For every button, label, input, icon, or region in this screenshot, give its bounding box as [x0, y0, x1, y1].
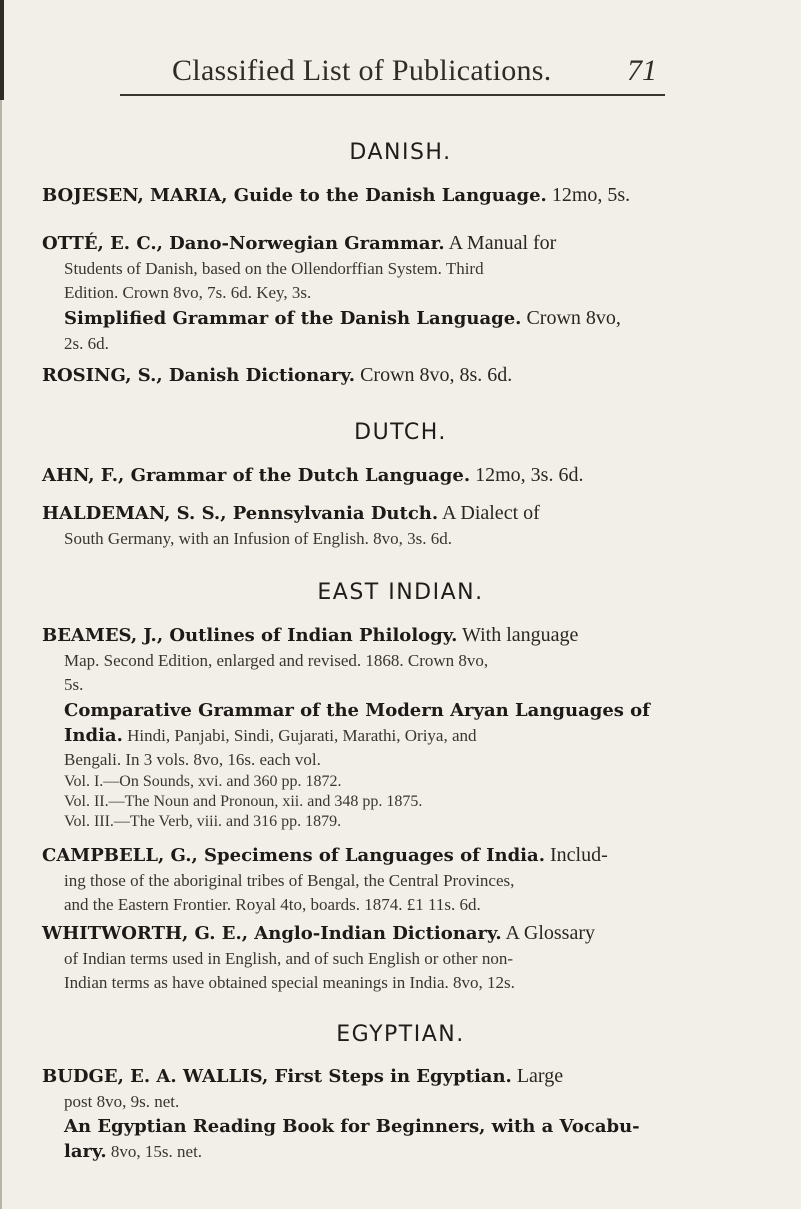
- entry-title: OTTÉ, E. C., Dano-Norwegian Grammar.: [42, 233, 445, 254]
- entry-budge: [42, 1063, 762, 1114]
- entry-details: 12mo, 5s.: [546, 184, 631, 206]
- entry-line: Map. Second Edition, enlarged and revised. 1868. Crown 8vo,: [64, 651, 489, 670]
- entry-whitworth: [42, 920, 762, 995]
- entry-title: Comparative Grammar of the Modern Aryan Languages of: [64, 700, 650, 721]
- entry-details: Large: [511, 1065, 564, 1087]
- entry-rosing: [42, 362, 762, 389]
- section-heading-dutch: DUTCH.: [354, 420, 447, 445]
- entry-simplified-grammar: [64, 305, 762, 356]
- page-edge-shadow: [0, 0, 4, 100]
- entry-line: Edition. Crown 8vo, 7s. 6d. Key, 3s.: [64, 283, 312, 302]
- entry-title: BUDGE, E. A. WALLIS, First Steps in Egyptian.: [42, 1066, 512, 1087]
- entry-title-continued: India.: [64, 725, 123, 746]
- volume-line: Vol. II.—The Noun and Pronoun, xii. and 348 pp. 1875.: [64, 793, 423, 810]
- entry-beames: [42, 622, 762, 697]
- entry-title: BOJESEN, MARIA, Guide to the Danish Language.: [42, 185, 547, 206]
- entry-line: ing those of the aboriginal tribes of Bengal, the Central Provinces,: [64, 871, 515, 890]
- entry-details: With language: [457, 624, 579, 646]
- entry-details: Crown 8vo, 8s. 6d.: [355, 364, 513, 386]
- entry-title: AHN, F., Grammar of the Dutch Language.: [42, 465, 471, 486]
- entry-details: Includ-: [544, 844, 608, 866]
- volume-line: Vol. III.—The Verb, viii. and 316 pp. 1879.: [64, 813, 342, 830]
- entry-otte: [42, 230, 762, 305]
- running-title: Classified List of Publications.: [172, 54, 552, 87]
- entry-title: CAMPBELL, G., Specimens of Languages of India.: [42, 845, 545, 866]
- entry-details: Crown 8vo,: [521, 307, 621, 329]
- entry-title: ROSING, S., Danish Dictionary.: [42, 365, 356, 386]
- entry-details: A Manual for: [444, 232, 557, 254]
- section-heading-egyptian: EGYPTIAN.: [336, 1022, 465, 1047]
- entry-details: 12mo, 3s. 6d.: [470, 464, 584, 486]
- entry-line: [64, 724, 762, 748]
- entry-ahn: [42, 462, 762, 489]
- entry-details: 8vo, 15s. net.: [106, 1142, 203, 1161]
- entry-line: and the Eastern Frontier. Royal 4to, boards. 1874. £1 11s. 6d.: [64, 895, 481, 914]
- entry-details: A Dialect of: [438, 502, 540, 524]
- entry-campbell: [42, 842, 762, 917]
- entry-line: post 8vo, 9s. net.: [64, 1092, 180, 1111]
- entry-bojesen: [42, 182, 762, 209]
- entry-title-continued: lary.: [64, 1141, 107, 1162]
- entry-line: 2s. 6d.: [64, 334, 109, 353]
- entry-comparative-grammar: [64, 698, 762, 832]
- page-number: 71: [627, 54, 657, 87]
- section-heading-east-indian: EAST INDIAN.: [317, 580, 484, 605]
- running-head: [120, 50, 665, 102]
- entry-line: South Germany, with an Infusion of English. 8vo, 3s. 6d.: [64, 529, 452, 548]
- section-heading-danish: DANISH.: [349, 140, 452, 165]
- entry-line: of Indian terms used in English, and of such English or other non-: [64, 949, 514, 968]
- entry-details: A Glossary: [501, 922, 595, 944]
- entry-details: Hindi, Panjabi, Sindi, Gujarati, Marathi, Oriya, and: [122, 726, 477, 745]
- entry-line: [64, 1140, 762, 1164]
- entry-title: WHITWORTH, G. E., Anglo-Indian Dictionary.: [42, 923, 502, 944]
- entry-egyptian-reading-book: [64, 1114, 762, 1164]
- entry-line: Students of Danish, based on the Ollendorffian System. Third: [64, 259, 484, 278]
- entry-line: 5s.: [64, 675, 84, 694]
- volume-line: Vol. I.—On Sounds, xvi. and 360 pp. 1872.: [64, 773, 342, 790]
- entry-line: Bengali. In 3 vols. 8vo, 16s. each vol.: [64, 750, 321, 769]
- entry-title: BEAMES, J., Outlines of Indian Philology.: [42, 625, 458, 646]
- entry-title: Simplified Grammar of the Danish Language.: [64, 308, 522, 329]
- entry-haldeman: [42, 500, 762, 551]
- header-rule: [120, 94, 665, 96]
- entry-title: HALDEMAN, S. S., Pennsylvania Dutch.: [42, 503, 439, 524]
- entry-title: An Egyptian Reading Book for Beginners, with a Vocabu-: [64, 1116, 640, 1137]
- entry-line: Indian terms as have obtained special meanings in India. 8vo, 12s.: [64, 973, 515, 992]
